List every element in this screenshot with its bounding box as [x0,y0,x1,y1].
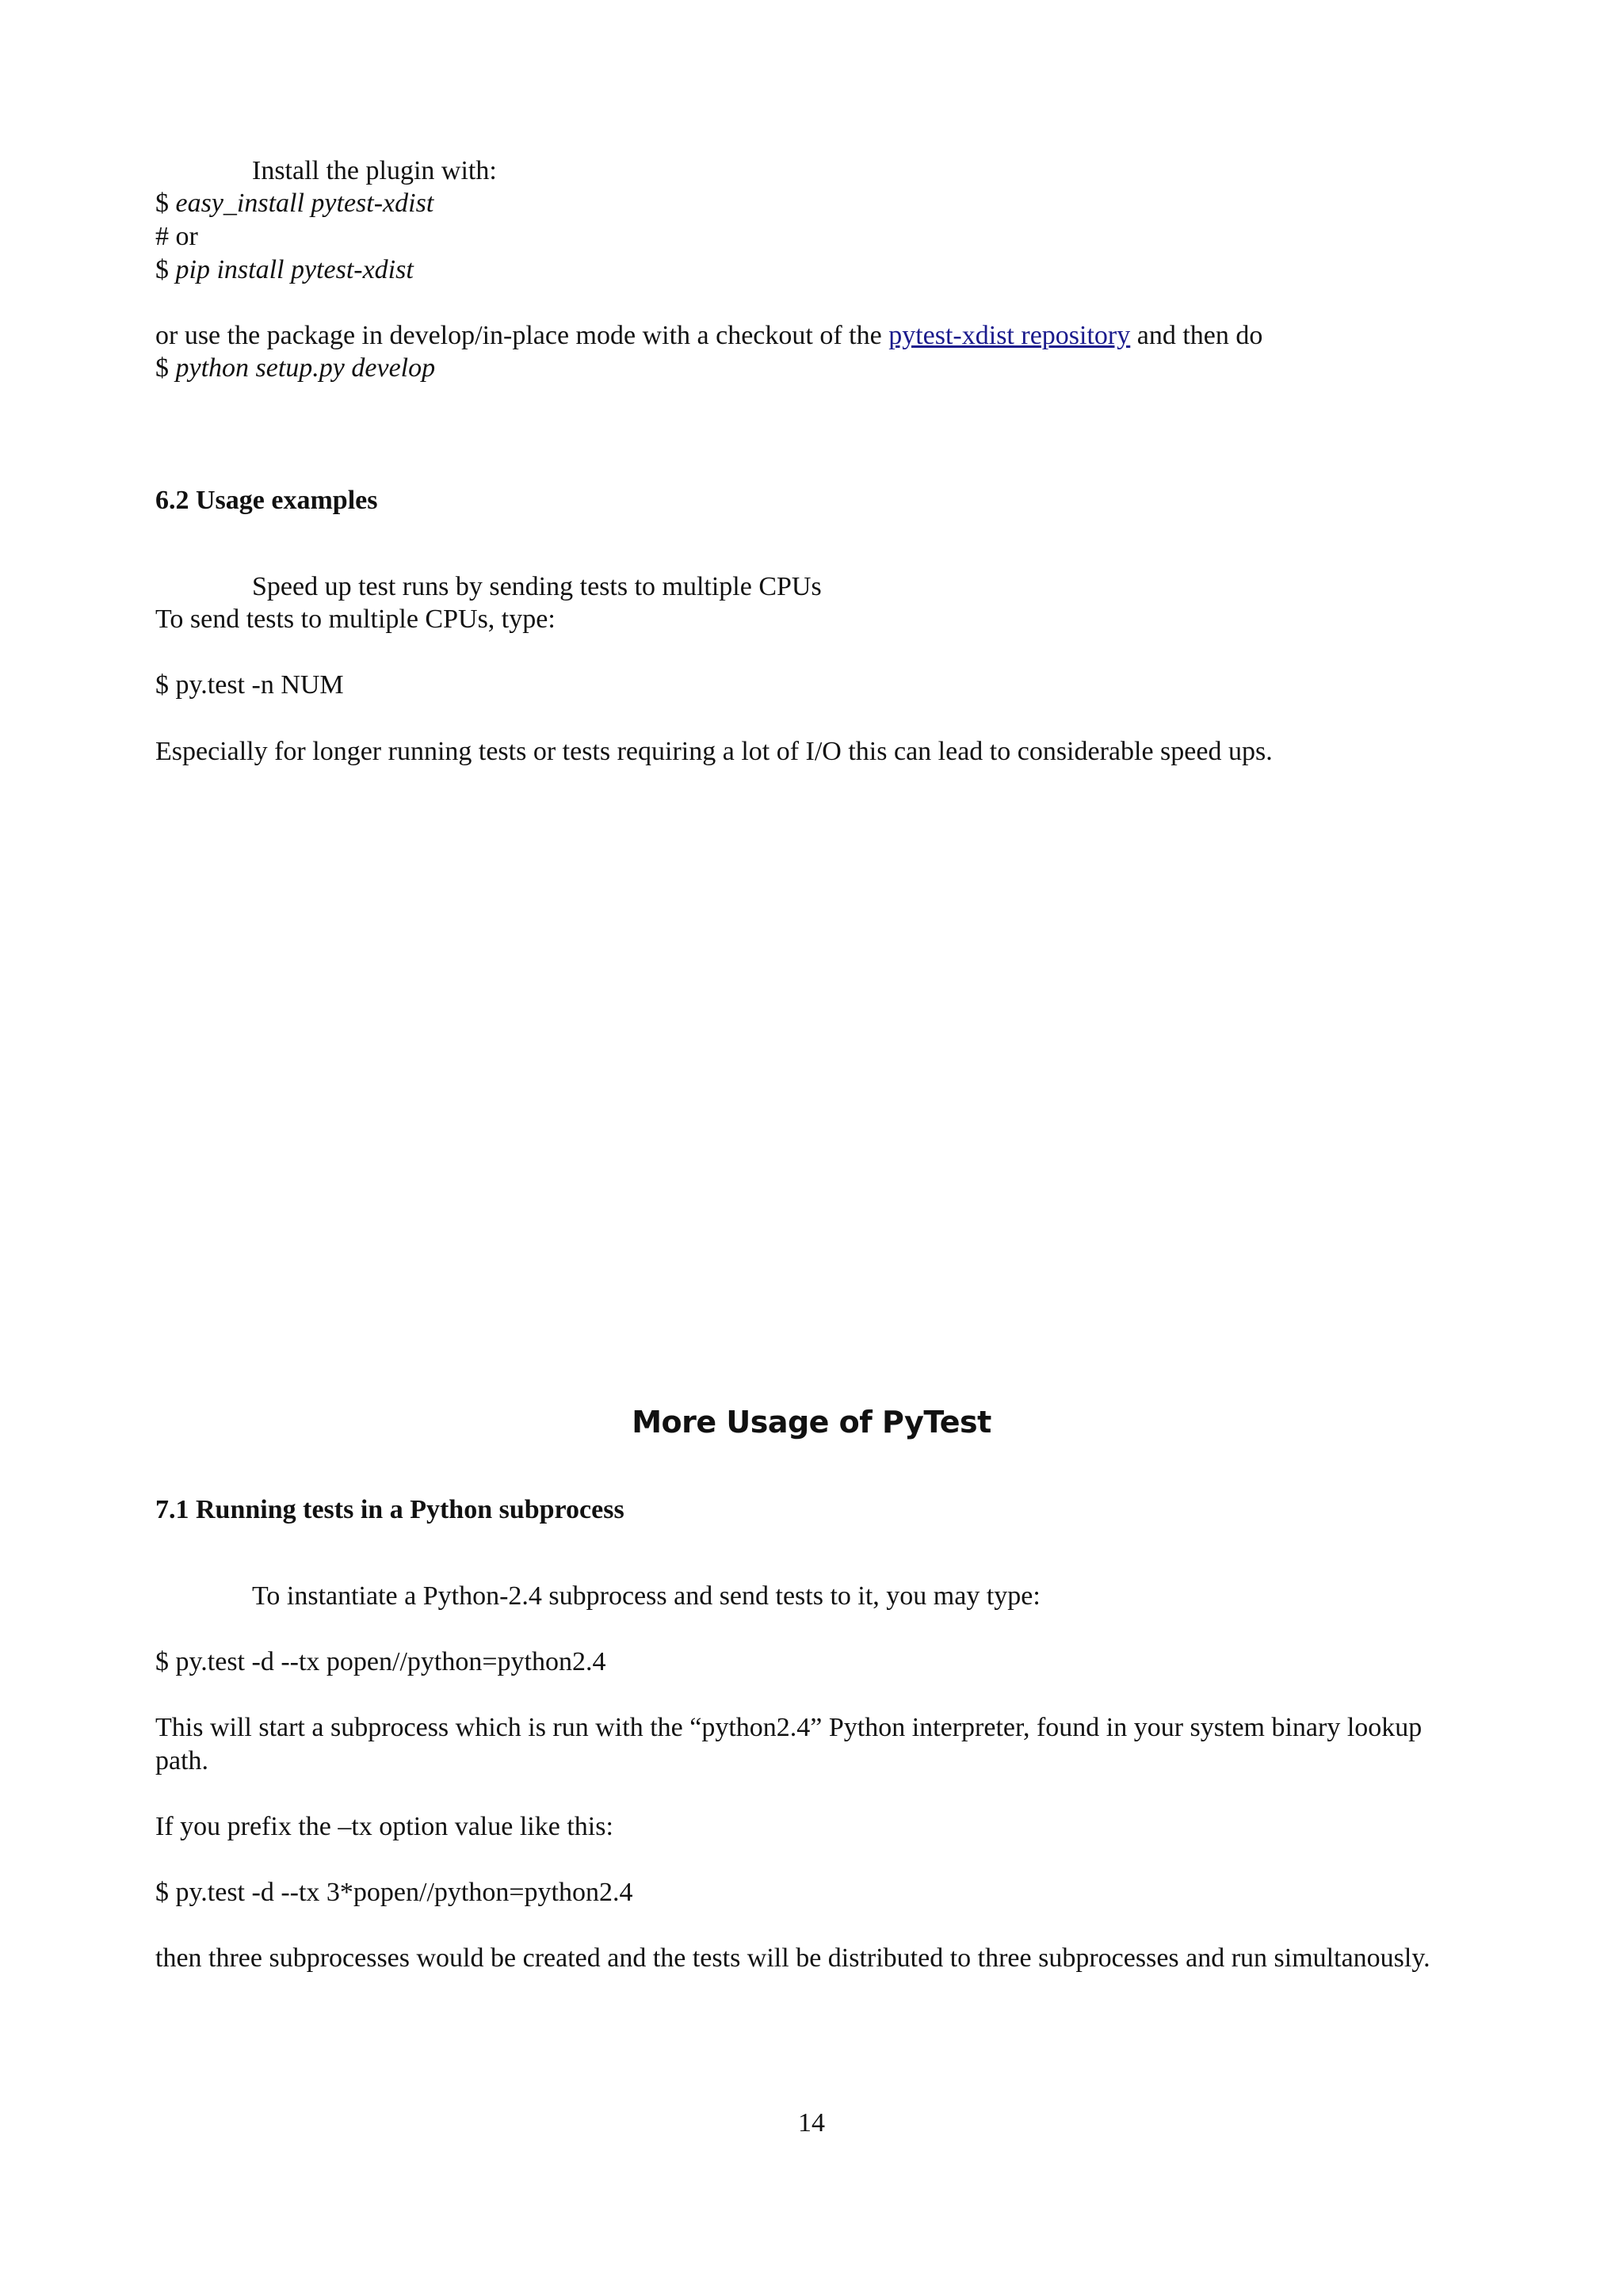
usage-command: $ py.test -n NUM [155,670,344,700]
develop-text-after: and then do [1130,321,1263,350]
install-command-easy-install [155,187,433,220]
usage-note: Especially for longer running tests or tests requiring a lot of I/O this can lead to considerable speed ups. [155,737,1273,766]
section-heading-usage-examples: 6.2 Usage examples [155,486,378,515]
section-heading-subprocess: 7.1 Running tests in a Python subprocess [155,1495,624,1524]
page-number: 14 [798,2108,825,2138]
subprocess-intro: To instantiate a Python-2.4 subprocess and send tests to it, you may type: [252,1581,1041,1611]
develop-text-before: or use the package in develop/in-place mode with a checkout of the [155,321,889,350]
install-intro: Install the plugin with: [252,156,497,185]
command-text: easy_install pytest-xdist [175,189,434,218]
prompt: $ [155,353,176,383]
prompt: $ [155,189,176,218]
subprocess-command-2: $ py.test -d --tx 3*popen//python=python2.4 [155,1878,633,1907]
subprocess-paragraph-2: If you prefix the –tx option value like this: [155,1812,613,1841]
command-text: pip install pytest-xdist [175,255,414,284]
usage-instruction: To send tests to multiple CPUs, type: [155,605,556,634]
develop-command [155,352,435,385]
usage-intro: Speed up test runs by sending tests to multiple CPUs [252,572,822,601]
prompt: $ [155,255,176,284]
pytest-xdist-repository-link[interactable]: pytest-xdist repository [888,321,1131,350]
command-text: python setup.py develop [175,353,436,383]
install-or-comment: # or [155,222,198,251]
subprocess-paragraph-3: then three subprocesses would be created and the tests will be distributed to three subprocesses and run simultanously. [155,1943,1430,1973]
subprocess-paragraph-1: This will start a subprocess which is run with the “python2.4” Python interpreter, found in your system binary lookup path. [155,1713,1423,1775]
develop-mode-paragraph [155,319,1262,353]
subprocess-command-1: $ py.test -d --tx popen//python=python2.4 [155,1647,606,1676]
install-command-pip [155,254,414,287]
chapter-title: More Usage of PyTest [632,1405,991,1440]
